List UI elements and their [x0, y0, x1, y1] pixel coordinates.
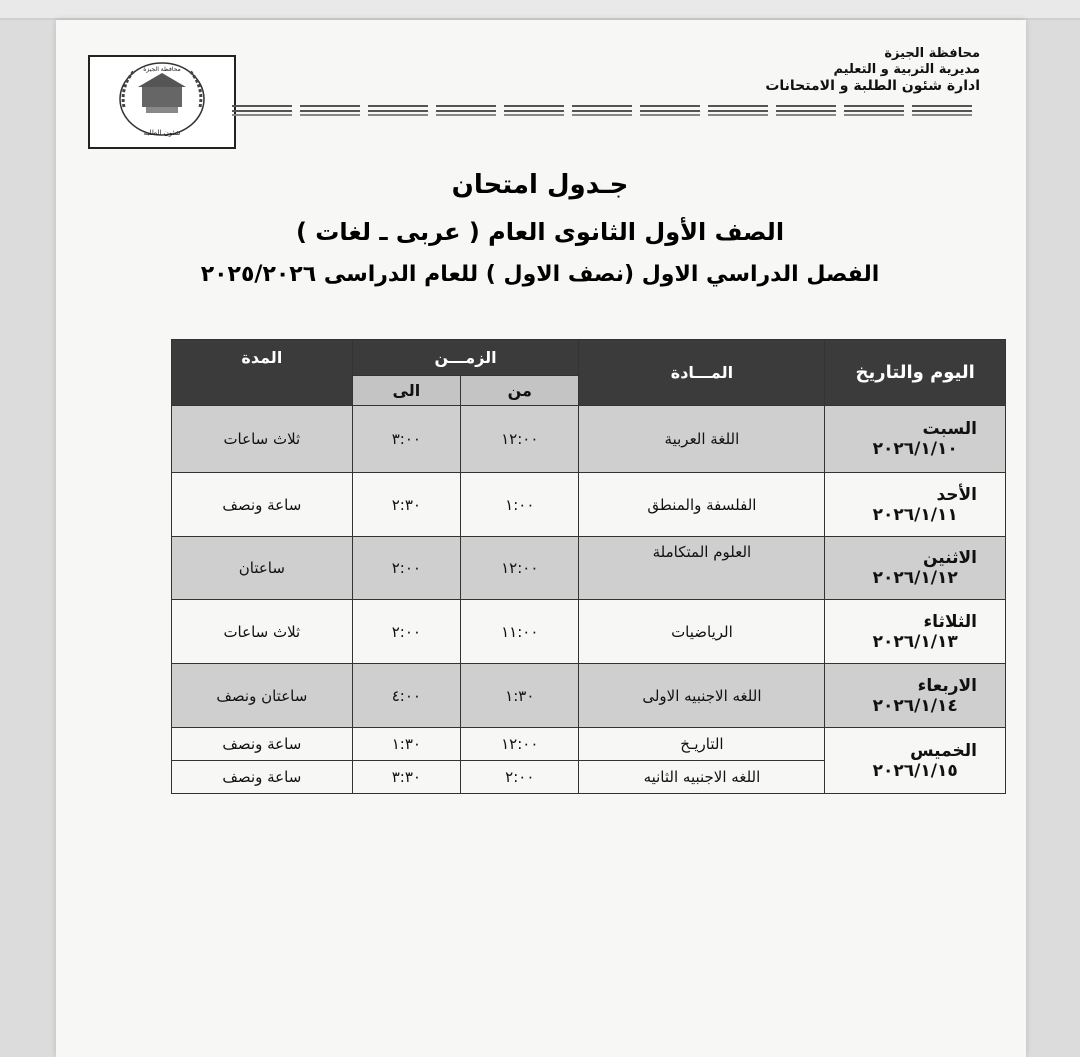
logo-text-top: محافظة الجيزة: [143, 66, 181, 73]
logo-text-bottom: شئون الطلبة: [143, 129, 181, 137]
header-duration: المدة: [172, 340, 353, 406]
to-cell: ٢:٠٠: [352, 537, 460, 600]
duration-cell: ثلاث ساعات: [172, 406, 353, 473]
header-to: الى: [352, 376, 460, 406]
to-cell: ٤:٠٠: [352, 664, 460, 728]
to-cell: ١:٣٠: [352, 728, 460, 761]
subject-cell: التاريـخ: [579, 728, 825, 761]
header-day-date: اليوم والتاريخ: [825, 340, 1006, 406]
duration-cell: ساعتان ونصف: [172, 664, 353, 728]
day-cell: السبت ٢٠٢٦/١/١٠: [825, 406, 1006, 473]
to-cell: ٢:٠٠: [352, 600, 460, 664]
day-cell: الأحد ٢٠٢٦/١/١١: [825, 473, 1006, 537]
duration-cell: ساعتان: [172, 537, 353, 600]
day-cell: الاثنين ٢٠٢٦/١/١٢: [825, 537, 1006, 600]
from-cell: ١٢:٠٠: [461, 406, 579, 473]
to-cell: ٣:٠٠: [352, 406, 460, 473]
subject-cell: العلوم المتكاملة: [579, 537, 825, 600]
table-row: [172, 600, 1006, 664]
logo-seal: [88, 55, 236, 149]
table-row: [172, 473, 1006, 537]
letterhead: [660, 46, 980, 94]
term-title: الفصل الدراسي الاول (نصف الاول ) للعام الدراسى ٢٠٢٥/٢٠٢٦: [200, 262, 880, 287]
document-title: جـدول امتحان: [451, 170, 629, 200]
from-cell: ٢:٠٠: [461, 761, 579, 794]
header-time: الزمـــن: [352, 340, 579, 376]
subject-cell: الفلسفة والمنطق: [579, 473, 825, 537]
from-cell: ١:٣٠: [461, 664, 579, 728]
header-divider: [232, 103, 972, 117]
directorate-name: مديرية التربية و التعليم: [833, 62, 980, 77]
table-row: [172, 537, 1006, 600]
duration-cell: ساعة ونصف: [172, 473, 353, 537]
day-cell: الخميس ٢٠٢٦/١/١٥: [825, 728, 1006, 794]
day-cell: الثلاثاء ٢٠٢٦/١/١٣: [825, 600, 1006, 664]
exam-schedule-table: [171, 339, 1006, 794]
duration-cell: ساعة ونصف: [172, 761, 353, 794]
from-cell: ١:٠٠: [461, 473, 579, 537]
governorate-name: محافظة الجيزة: [884, 46, 980, 61]
subject-cell: اللغه الاجنبيه الاولى: [579, 664, 825, 728]
top-bar: [0, 0, 1080, 20]
duration-cell: ثلاث ساعات: [172, 600, 353, 664]
table-row: [172, 728, 1006, 761]
table-row: [172, 664, 1006, 728]
header-subject: المـــادة: [579, 340, 825, 406]
grade-title: الصف الأول الثانوى العام ( عربى ـ لغات ): [295, 218, 785, 246]
table-row: [172, 406, 1006, 473]
subject-cell: اللغة العربية: [579, 406, 825, 473]
from-cell: ١٢:٠٠: [461, 537, 579, 600]
to-cell: ٢:٣٠: [352, 473, 460, 537]
day-cell: الاربعاء ٢٠٢٦/١/١٤: [825, 664, 1006, 728]
to-cell: ٣:٣٠: [352, 761, 460, 794]
from-cell: ١١:٠٠: [461, 600, 579, 664]
subject-cell: الرياضيات: [579, 600, 825, 664]
from-cell: ١٢:٠٠: [461, 728, 579, 761]
subject-cell: اللغه الاجنبيه الثانيه: [579, 761, 825, 794]
department-name: ادارة شئون الطلبة و الامتحانات: [765, 78, 980, 94]
duration-cell: ساعة ونصف: [172, 728, 353, 761]
header-from: من: [461, 376, 579, 406]
